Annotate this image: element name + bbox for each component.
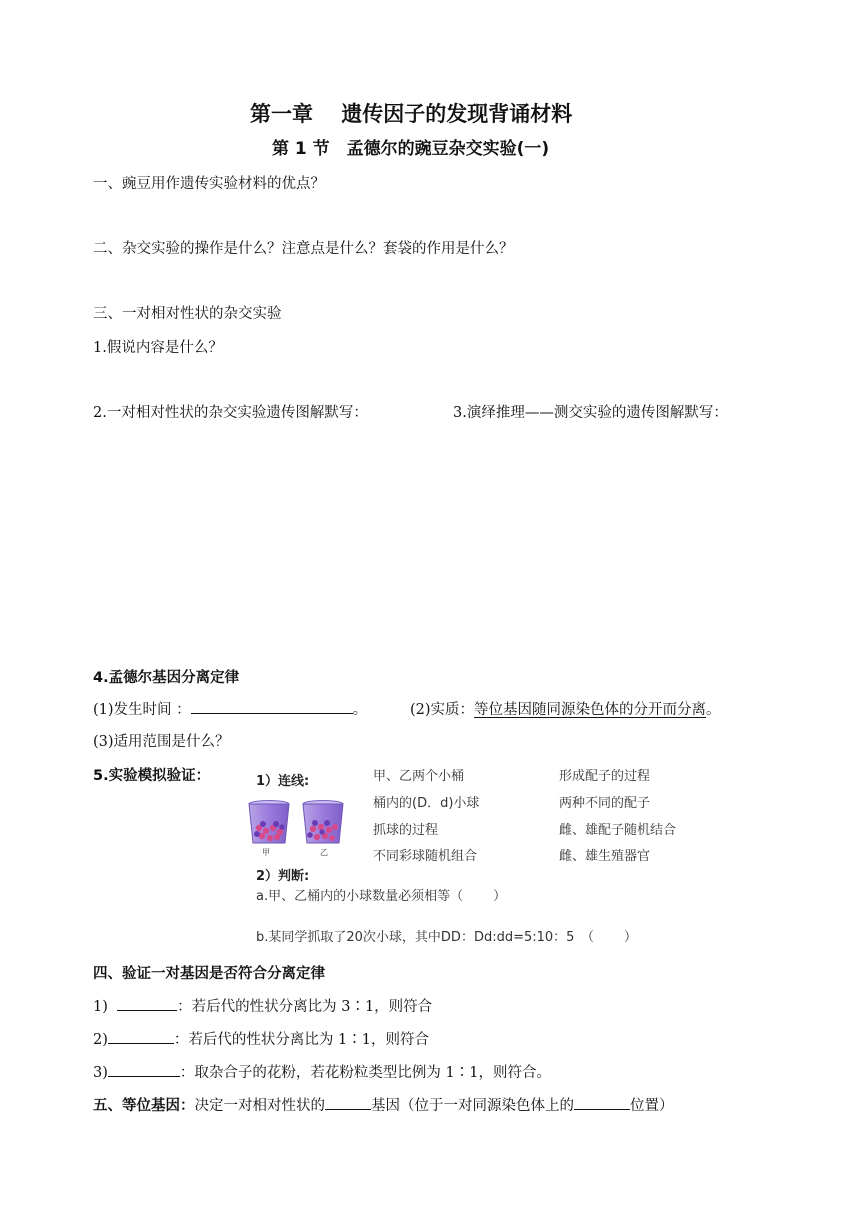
sim-left-item-4: 不同彩球随机组合: [373, 849, 478, 864]
sim-connect-label: 1）连线:: [256, 774, 310, 789]
sim-left-item-2: 桶内的(D．d)小球: [373, 796, 480, 811]
verify-heading: 四、验证一对基因是否符合分离定律: [93, 966, 325, 982]
sim-judge-b-text: b.某同学抓取了20次小球，其中DD：Dd:dd=5:10：5 （: [256, 930, 594, 945]
verify-item-1: [93, 995, 432, 1016]
verify-item-3-num: 3): [93, 1065, 108, 1081]
bucket-jia-icon: [249, 801, 289, 844]
law-time-end: 。: [352, 702, 368, 718]
sim-judge-label: 2）判断:: [256, 869, 310, 884]
sim-right-item-4: 雌、雄生殖器官: [559, 849, 651, 864]
section-subtitle: 第 1 节 孟德尔的豌豆杂交实验(一): [272, 139, 550, 159]
law-essence-end: 。: [706, 702, 721, 718]
sim-left-item-1: 甲、乙两个小桶: [373, 769, 465, 784]
question-3: 三、一对相对性状的杂交实验: [93, 306, 282, 322]
sim-heading: 5.实验模拟验证：: [93, 768, 211, 784]
question-2: 二、杂交实验的操作是什么？注意点是什么？套袋的作用是什么？: [93, 241, 514, 257]
law-essence-label: (2)实质：: [410, 702, 475, 718]
verify-item-1-text: ：若后代的性状分离比为 3∶1，则符合: [177, 999, 433, 1015]
law-time-blank[interactable]: [191, 698, 353, 714]
law-scope: (3)适用范围是什么？: [93, 734, 230, 750]
sim-judge-a-close: ）: [493, 889, 507, 904]
verify-item-2: [93, 1028, 429, 1049]
law-time-label: (1)发生时间 ：: [93, 702, 191, 718]
verify-item-2-blank[interactable]: [108, 1028, 174, 1044]
sim-right-item-3: 雌、雄配子随机结合: [559, 823, 677, 838]
sim-right-item-2: 两种不同的配子: [559, 796, 651, 811]
buckets-illustration: [246, 800, 346, 858]
verify-item-1-num: 1): [93, 999, 108, 1015]
allele-heading: 五、等位基因：: [93, 1098, 195, 1114]
page-title: 第一章 遗传因子的发现背诵材料: [250, 102, 573, 126]
allele-blank-1[interactable]: [325, 1094, 371, 1110]
law-essence-text: 等位基因随同源染色体的分开而分离: [474, 702, 707, 718]
question-3-3: 3.演绎推理——测交实验的遗传图解默写：: [453, 405, 728, 421]
sim-judge-b-close: ）: [623, 930, 637, 945]
verify-item-3: [93, 1061, 551, 1082]
bucket-label-jia: 甲: [262, 848, 270, 857]
verify-item-1-blank[interactable]: [117, 995, 177, 1011]
sim-right-item-1: 形成配子的过程: [559, 769, 651, 784]
sim-judge-a: [256, 885, 506, 904]
bucket-label-yi: 乙: [320, 848, 328, 857]
verify-item-2-text: ：若后代的性状分离比为 1∶1，则符合: [173, 1032, 429, 1048]
verify-item-3-text: ：取杂合子的花粉，若花粉粒类型比例为 1∶1，则符合。: [179, 1065, 551, 1081]
allele-text-3: 位置）: [630, 1098, 674, 1114]
sim-left-item-3: 抓球的过程: [373, 823, 439, 838]
law-essence-line: [410, 698, 721, 719]
sim-judge-b: [256, 926, 637, 945]
allele-blank-2[interactable]: [574, 1094, 630, 1110]
question-3-2: 2.一对相对性状的杂交实验遗传图解默写：: [93, 405, 368, 421]
law-heading: 4.孟德尔基因分离定律: [93, 670, 240, 686]
question-3-1: 1.假说内容是什么？: [93, 340, 223, 356]
verify-item-3-blank[interactable]: [108, 1061, 180, 1077]
bucket-yi-icon: [303, 801, 343, 844]
allele-text-2: 基因（位于一对同源染色体上的: [371, 1098, 574, 1114]
allele-line: [93, 1094, 674, 1115]
law-time-line: [93, 698, 367, 719]
allele-text-1: 决定一对相对性状的: [194, 1098, 325, 1114]
sim-judge-a-text: a.甲、乙桶内的小球数量必须相等（: [256, 889, 464, 904]
question-1: 一、豌豆用作遗传实验材料的优点？: [93, 176, 325, 192]
verify-item-2-num: 2): [93, 1032, 108, 1048]
